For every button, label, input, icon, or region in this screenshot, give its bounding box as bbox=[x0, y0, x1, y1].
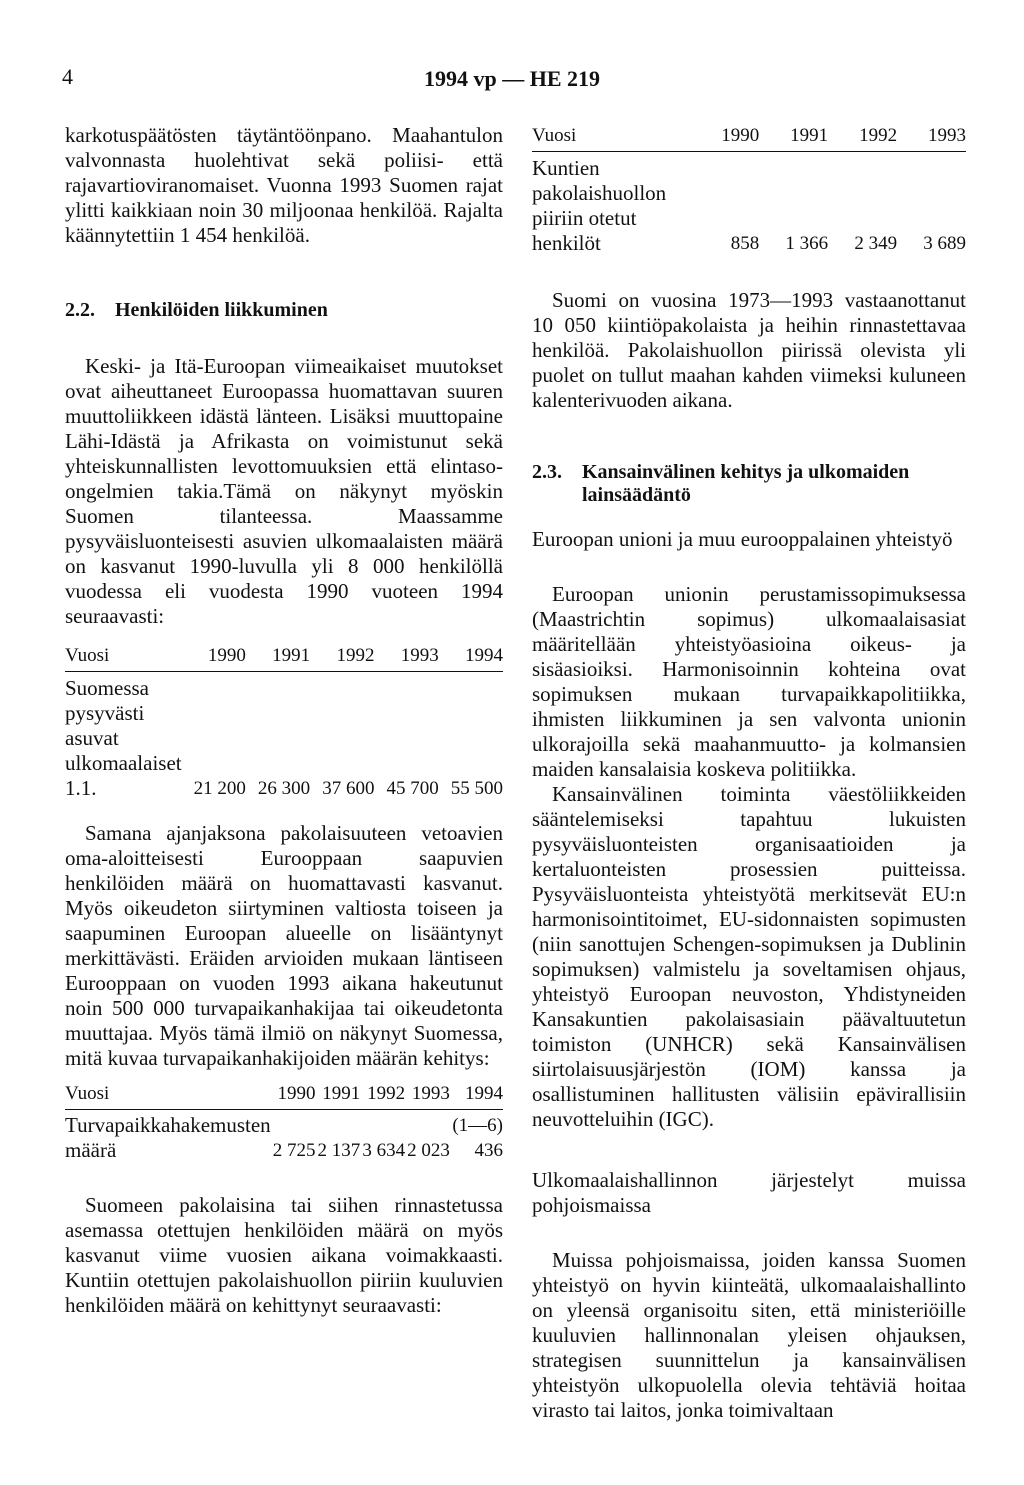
section-heading-2-2 bbox=[65, 298, 503, 323]
table-header-cell: 1990 bbox=[271, 1081, 316, 1110]
table-cell: 2 137 bbox=[317, 1140, 361, 1161]
table-header-cell: 1992 bbox=[360, 1081, 405, 1110]
table-header-cell: Vuosi bbox=[65, 643, 182, 672]
table-cell: 45 700 bbox=[386, 777, 439, 799]
right-column bbox=[532, 123, 966, 1423]
table-row bbox=[65, 676, 503, 801]
table-row-label: Turvapaikkahakemusten määrä bbox=[65, 1113, 271, 1162]
table-header-cell: 1993 bbox=[405, 1081, 450, 1110]
table-header-cell: 1990 bbox=[182, 643, 246, 672]
left-paragraph-4: Suomeen pakolaisina tai siihen rinnastetussa asemassa otettujen henkilöiden määrä on myös kasvanut viime vuosien aikana voimakkaasti. Kuntiin otettujen pakolaishuollon piiriin kuuluvien henkilöiden määrä on kehittynyt seuraavasti: bbox=[65, 1193, 503, 1317]
table-row bbox=[65, 1113, 503, 1163]
left-paragraph-3: Samana ajanjaksona pakolaisuuteen vetoavien oma-aloitteisesti Eurooppaan saapuvien henkilöiden määrä on huomattavasti kasvanut. Myös oikeudeton siirtyminen valtiosta toiseen ja saapuminen Euroopan alueelle on lisääntynyt merkittävästi. Eräiden arvioiden mukaan läntiseen Eurooppaan on vuoden 1993 aikana hakeutunut noin 500 000 turvapaikanhakijaa tai oikeudetonta muuttajaa. Myös tämä ilmiö on näkynyt Suomessa, mitä kuvaa turvapaikanhakijoiden määrän kehitys: bbox=[65, 820, 503, 1070]
section-number: 2.2. bbox=[65, 299, 95, 321]
table-row-label: Suomessa pysyvästi asuvat ulkomaalaiset 1.1. bbox=[65, 675, 182, 800]
table-header-cell: 1994 bbox=[439, 643, 503, 672]
table-header-cell: 1993 bbox=[897, 123, 966, 152]
section-heading-2-3 bbox=[532, 461, 966, 507]
table-header-cell: 1990 bbox=[698, 123, 759, 152]
table-header-cell: 1991 bbox=[759, 123, 828, 152]
residents-table bbox=[65, 643, 503, 801]
table-cell: 2 349 bbox=[854, 232, 898, 254]
table-header-cell: 1992 bbox=[828, 123, 897, 152]
asylum-table bbox=[65, 1081, 503, 1164]
table-cell: 2 023 bbox=[407, 1140, 450, 1161]
refugee-table bbox=[532, 123, 966, 256]
right-paragraph-2: Euroopan unionin perustamissopimuksessa (Maastrichtin sopimus) ulkomaalaisasiat määritellään yhteistyöasioina oikeus- ja sisäasioiksi. Harmonisoinnin kohteina ovat sopimuksen mukaan turvapaikkapolitiikka, ihmisten liikkuminen ja sen valvonta unionin ulkorajoilla sekä maahanmuutto- ja kolmansien maiden kansalaisia koskeva politiikka. bbox=[532, 581, 966, 781]
table-cell: 26 300 bbox=[257, 777, 311, 799]
left-paragraph-1: karkotuspäätösten täytäntöönpano. Maahantulon valvonnasta huolehtivat sekä poliisi- että rajavartioviranomaiset. Vuonna 1993 Suomen rajat ylitti kaikkiaan noin 30 miljoonaa henkilöä. Rajalta käännytettiin 1 454 henkilöä. bbox=[65, 123, 503, 247]
table-cell: 55 500 bbox=[450, 777, 503, 799]
table-cell: 1 366 bbox=[785, 232, 829, 254]
table-header-cell: Vuosi bbox=[65, 1081, 271, 1110]
table-header-cell: 1994 bbox=[450, 1081, 503, 1110]
table-header-row bbox=[532, 123, 966, 152]
table-cell: 858 bbox=[730, 232, 760, 254]
section-title: Henkilöiden liikkuminen bbox=[115, 299, 328, 321]
right-paragraph-3: Kansainvälinen toiminta väestöliikkeiden sääntelemiseksi tapahtuu lukuisten pysyväisluonteisten organisaatioiden ja kertaluonteisten prosessien puitteissa. Pysyväisluonteista yhteistyötä merkitsevät EU:n harmonisointitoimet, EU-sidonnaisten sopimusten (niin sanottujen Schengen-sopimuksen ja Dublinin sopimuksen) valmistelu ja soveltamisen ohjaus, yhteistyö Euroopan neuvoston, Yhdistyneiden Kansakuntien pakolaisasiain päävaltuutetun toimiston (UNHCR) sekä Kansainvälisen siirtolaisuusjärjestön (IOM) kanssa ja osallistuminen hallitusten välisiin epävirallisiin neuvotteluihin (IGC). bbox=[532, 781, 966, 1131]
table-header-cell: Vuosi bbox=[532, 123, 698, 152]
table-cell: 3 689 bbox=[923, 232, 966, 254]
table-header-cell: 1991 bbox=[315, 1081, 360, 1110]
table-cell: 21 200 bbox=[193, 777, 246, 799]
table-row bbox=[532, 156, 966, 256]
page-number: 4 bbox=[62, 64, 73, 89]
right-paragraph-4: Muissa pohjoismaissa, joiden kanssa Suomen yhteistyö on hyvin kiinteätä, ulkomaalaishallinto on yleensä organisoitu siten, että ministeriöille kuuluvien hallinnonalan yleisen ohjauksen, strategisen suunnittelun ja kansainvälisen yhteistyön ulkopuolella olevia tehtäviä hoitaa virasto tai laitos, jonka toimivaltaan bbox=[532, 1247, 966, 1422]
table-cell: 37 600 bbox=[322, 777, 375, 799]
table-cell: 2 725 bbox=[272, 1140, 316, 1161]
table-cell bbox=[450, 1113, 503, 1163]
table-header-cell: 1991 bbox=[246, 643, 310, 672]
subheading-nordic-admin: Ulkomaalaishallinnon järjestelyt muissa pohjoismaissa bbox=[532, 1167, 966, 1217]
section-title: Kansainvälinen kehitys ja ulkomaiden lainsäädäntö bbox=[582, 460, 910, 506]
running-title: 1994 vp — HE 219 bbox=[423, 66, 601, 91]
table-cell-value: 436 bbox=[474, 1140, 503, 1161]
left-column bbox=[65, 123, 503, 1318]
section-number: 2.3. bbox=[532, 460, 562, 483]
table-header-cell: 1992 bbox=[310, 643, 374, 672]
table-cell: 3 634 bbox=[362, 1140, 406, 1161]
table-header-row bbox=[65, 1081, 503, 1110]
table-cell-note: (1—6) bbox=[452, 1115, 503, 1136]
table-header-row bbox=[65, 643, 503, 672]
subheading-eu-cooperation: Euroopan unioni ja muu eurooppalainen yhteistyö bbox=[532, 526, 953, 551]
table-header-cell: 1993 bbox=[374, 643, 438, 672]
left-paragraph-2: Keski- ja Itä-Euroopan viimeaikaiset muutokset ovat aiheuttaneet Euroopassa huomattavan suuren muuttoliikkeen idästä länteen. Lisäksi muuttopaine Lähi-Idästä ja Afrikasta on voimistunut sekä yhteiskunnallisten levottomuuksien että elintaso-ongelmien takia.Tämä on näkynyt myöskin Suomen tilanteessa. Maassamme pysyväisluonteisesti asuvien ulkomaalaisten määrä on kasvanut 1990-luvulla yli 8 000 henkilöllä vuodessa eli vuodesta 1990 vuoteen 1994 seuraavasti: bbox=[65, 354, 503, 628]
right-paragraph-1: Suomi on vuosina 1973—1993 vastaanottanut 10 050 kiintiöpakolaista ja heihin rinnastettavaa henkilöä. Pakolaishuollon piirissä olevista yli puolet on tullut maahan kahden viimeksi kuluneen kalenterivuoden aikana. bbox=[532, 287, 966, 412]
table-row-label: Kuntien pakolaishuollon piiriin otetut henkilöt bbox=[532, 155, 667, 255]
